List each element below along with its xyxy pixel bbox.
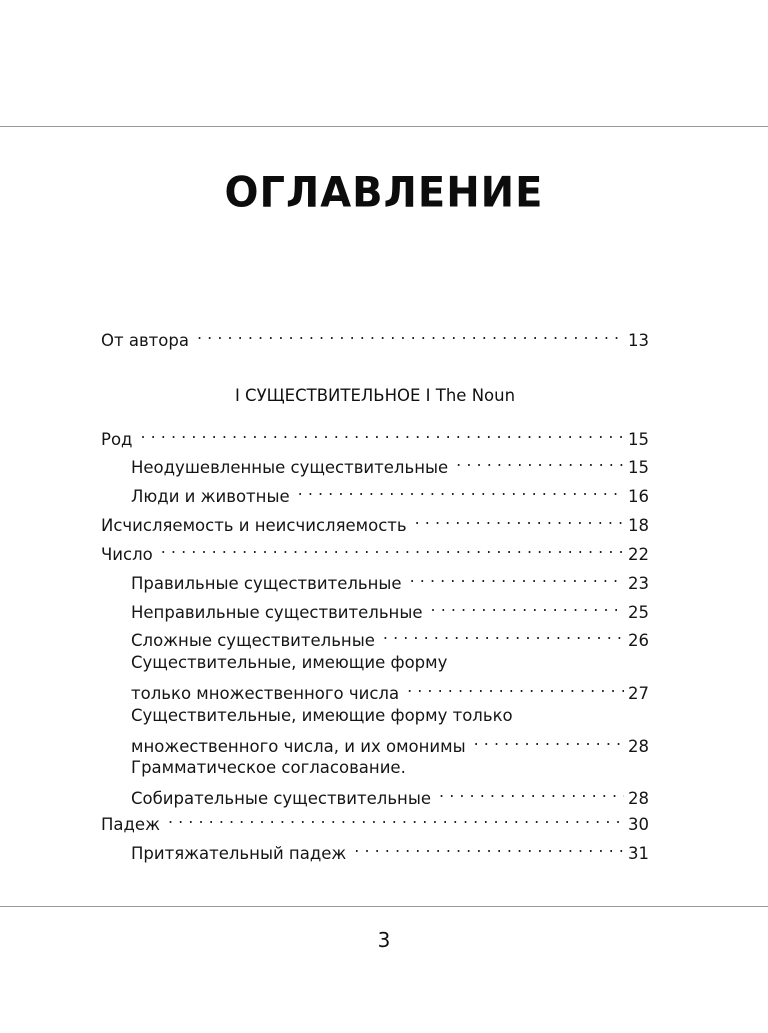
table-of-contents: [101, 0, 649, 1033]
toc-entry-page: 15: [628, 430, 649, 449]
dot-leader: [197, 322, 624, 346]
toc-entry-compound-nouns[interactable]: [131, 622, 649, 653]
toc-entry-label: Собирательные существительные: [131, 789, 432, 808]
toc-entry-possessive-case[interactable]: [131, 835, 649, 866]
toc-entry-page: 28: [628, 737, 649, 756]
toc-entry-case[interactable]: [101, 806, 649, 837]
dot-leader: [383, 622, 624, 646]
toc-entry-page: 13: [628, 331, 649, 350]
toc-entry-label: От автора: [101, 331, 189, 350]
toc-entry-page: 28: [628, 789, 649, 808]
toc-entry-gender[interactable]: [101, 421, 649, 452]
toc-entry-plural-only-homonyms[interactable]: [131, 704, 649, 759]
toc-entry-label: Падеж: [101, 815, 160, 834]
toc-entry-label: Род: [101, 430, 133, 449]
toc-entry-label-line1: Существительные, имеющие форму: [131, 653, 448, 672]
toc-entry-label: Число: [101, 545, 153, 564]
toc-entry-page: 16: [628, 487, 649, 506]
dot-leader: [415, 507, 624, 531]
toc-entry-label: Исчисляемость и неисчисляемость: [101, 516, 407, 535]
bottom-rule: [0, 906, 768, 907]
toc-entry-label: Неодушевленные существительные: [131, 458, 449, 477]
toc-entry-label: Неправильные существительные: [131, 603, 423, 622]
toc-entry-page: 22: [628, 545, 649, 564]
dot-leader: [431, 594, 624, 618]
toc-entry-page: 15: [628, 458, 649, 477]
toc-entry-label: только множественного числа: [131, 684, 400, 703]
page-title: ОГЛАВЛЕНИЕ: [224, 168, 544, 218]
toc-entry-plural-only-nouns[interactable]: [131, 651, 649, 706]
dot-leader: [474, 728, 624, 752]
section-heading-noun: I СУЩЕСТВИТЕЛЬНОЕ I The Noun: [234, 386, 516, 405]
dot-leader: [140, 421, 624, 445]
toc-entry-page: 31: [628, 844, 649, 863]
dot-leader: [456, 449, 624, 473]
toc-entry-label: множественного числа, и их омонимы: [131, 737, 466, 756]
toc-entry-label: Люди и животные: [131, 487, 290, 506]
toc-entry-regular-nouns[interactable]: [131, 565, 649, 596]
toc-entry-page: 23: [628, 574, 649, 593]
toc-entry-from-author[interactable]: [101, 322, 649, 353]
toc-entry-collective-nouns[interactable]: [131, 756, 649, 811]
toc-entry-label: Правильные существительные: [131, 574, 402, 593]
toc-entry-countability[interactable]: [101, 507, 649, 538]
toc-entry-page: 27: [628, 684, 649, 703]
dot-leader: [410, 565, 624, 589]
toc-entry-label: Притяжательный падеж: [131, 844, 347, 863]
dot-leader: [298, 478, 624, 502]
page-number: 3: [377, 928, 391, 952]
toc-entry-number[interactable]: [101, 536, 649, 567]
dot-leader: [407, 675, 624, 699]
dot-leader: [354, 835, 624, 859]
dot-leader: [168, 806, 624, 830]
toc-entry-irregular-nouns[interactable]: [131, 594, 649, 625]
dot-leader: [439, 780, 624, 804]
toc-entry-page: 18: [628, 516, 649, 535]
toc-entry-label: Сложные существительные: [131, 631, 375, 650]
toc-entry-page: 25: [628, 603, 649, 622]
toc-entry-label-line1: Грамматическое согласование.: [131, 758, 406, 777]
toc-entry-page: 26: [628, 631, 649, 650]
toc-entry-people-animals[interactable]: [131, 478, 649, 509]
toc-entry-page: 30: [628, 815, 649, 834]
toc-entry-inanimate-nouns[interactable]: [131, 449, 649, 480]
dot-leader: [161, 536, 624, 560]
toc-entry-label-line1: Существительные, имеющие форму только: [131, 706, 513, 725]
